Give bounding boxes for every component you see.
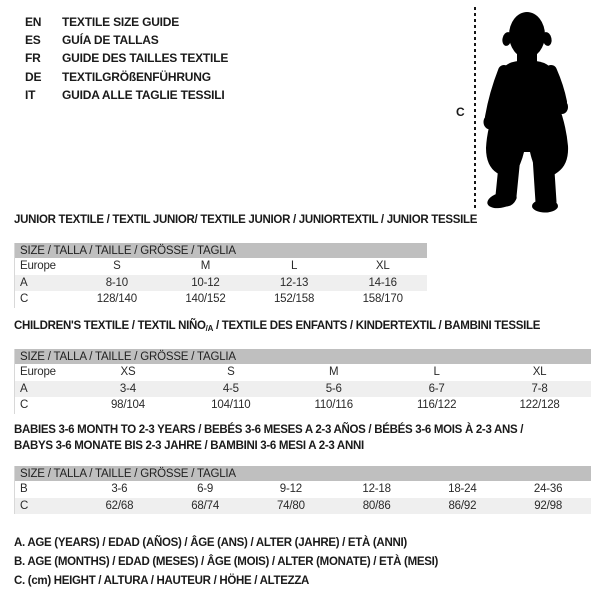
cell: 98/104 — [110, 399, 145, 412]
height-measure-dashed-line — [474, 7, 476, 209]
cell: S — [113, 260, 121, 273]
cell: 86/92 — [448, 499, 477, 512]
row-label: C — [20, 293, 29, 306]
cell: 62/68 — [105, 499, 134, 512]
cell: 80/86 — [362, 499, 391, 512]
table-row-b — [15, 481, 592, 498]
cell: 18-24 — [448, 483, 477, 496]
cell: 110/116 — [314, 399, 353, 412]
cell: 9-12 — [279, 483, 302, 496]
row-label: A — [20, 276, 28, 289]
cell: 6-7 — [428, 382, 445, 395]
table-row-c — [15, 397, 592, 414]
lang-code: DE — [25, 69, 42, 84]
size-header-row — [15, 349, 592, 364]
cell: 12-18 — [362, 483, 391, 496]
cell: 68/74 — [191, 499, 220, 512]
cell: 92/98 — [534, 499, 563, 512]
babies-title-line1: BABIES 3-6 MONTH TO 2-3 YEARS / BEBÉS 3-6 MESES A 2-3 AÑOS / BÉBÉS 3-6 MOIS À 2-3 ANS / — [14, 424, 524, 436]
lang-row-de — [25, 68, 228, 86]
size-header-row — [15, 466, 592, 481]
cell: XS — [120, 366, 136, 379]
babies-size-table — [14, 466, 591, 514]
cell: XL — [532, 366, 547, 379]
cell: 158/170 — [362, 293, 403, 306]
cell: 14-16 — [368, 276, 397, 289]
lang-label: GUÍA DE TALLAS — [62, 33, 159, 48]
baby-silhouette-icon — [478, 6, 578, 214]
lang-row-es — [25, 31, 228, 49]
cell: 6-9 — [197, 483, 214, 496]
cell: 3-4 — [119, 382, 136, 395]
lang-code: FR — [25, 51, 41, 66]
legend-line-b: B. AGE (MONTHS) / EDAD (MESES) / ÂGE (MOIS) / ALTER (MONATE) / ETÀ (MESI) — [14, 556, 439, 568]
cell: 7-8 — [531, 382, 548, 395]
size-header-cell: SIZE / TALLA / TAILLE / GRÖSSE / TAGLIA — [15, 466, 592, 481]
cell: M — [200, 260, 211, 273]
size-header-cell: SIZE / TALLA / TAILLE / GRÖSSE / TAGLIA — [15, 243, 428, 258]
lang-label: TEXTILE SIZE GUIDE — [62, 15, 180, 29]
cell: XL — [375, 260, 390, 273]
size-header-cell: SIZE / TALLA / TAILLE / GRÖSSE / TAGLIA — [15, 349, 592, 364]
children-size-table — [14, 349, 591, 414]
cell: 24-36 — [533, 483, 563, 496]
cell: 10-12 — [191, 276, 220, 289]
row-label: A — [20, 382, 28, 395]
table-row-c — [15, 291, 428, 308]
cell: 104/110 — [211, 399, 251, 412]
row-label: C — [20, 399, 29, 412]
lang-label: TEXTILGRÖßENFÜHRUNG — [62, 69, 211, 84]
table-row-europe — [15, 364, 592, 381]
lang-code: IT — [25, 87, 36, 102]
cell: S — [227, 366, 235, 379]
children-section-title — [14, 320, 540, 333]
height-measure-label: C — [456, 105, 465, 119]
table-row-a — [15, 381, 592, 398]
legend — [14, 534, 438, 591]
table-row-europe — [15, 258, 428, 275]
children-title-pre: CHILDREN'S TEXTILE / TEXTIL NIÑO — [14, 320, 206, 332]
lang-code: EN — [25, 15, 42, 29]
lang-row-en — [25, 13, 228, 31]
junior-section-title: JUNIOR TEXTILE / TEXTIL JUNIOR/ TEXTILE JUNIOR / JUNIORTEXTIL / JUNIOR TESSILE — [14, 214, 478, 226]
legend-line-a: A. AGE (YEARS) / EDAD (AÑOS) / ÂGE (ANS) / ALTER (JAHRE) / ETÀ (ANNI) — [14, 537, 407, 549]
cell: L — [290, 260, 298, 273]
cell: 152/158 — [273, 293, 315, 306]
lang-label: GUIDA ALLE TAGLIE TESSILI — [62, 87, 225, 102]
lang-code: ES — [25, 33, 41, 48]
lang-label: GUIDE DES TAILLES TEXTILE — [62, 51, 229, 66]
lang-row-it — [25, 86, 228, 104]
babies-title-line2: BABYS 3-6 MONATE BIS 2-3 JAHRE / BAMBINI 3-6 MESI A 2-3 ANNI — [14, 439, 364, 452]
junior-size-table — [14, 243, 427, 308]
cell: 140/152 — [185, 293, 226, 306]
cell: 8-10 — [105, 276, 128, 289]
babies-section-title — [14, 423, 523, 454]
lang-row-fr — [25, 49, 228, 67]
language-list — [25, 13, 228, 104]
cell: 116/122 — [416, 399, 457, 412]
cell: 5-6 — [325, 382, 342, 395]
children-title-post: / TEXTILE DES ENFANTS / KINDERTEXTIL / BAMBINI TESSILE — [213, 320, 541, 332]
table-row-c — [15, 498, 592, 515]
children-title-sub: /A — [205, 324, 214, 333]
legend-line-c: C. (cm) HEIGHT / ALTURA / HAUTEUR / HÖHE / ALTEZZA — [14, 575, 310, 587]
cell: 128/140 — [96, 293, 137, 306]
row-label: Europe — [20, 260, 56, 273]
cell: 74/80 — [276, 499, 305, 512]
cell: 12-13 — [279, 276, 309, 289]
size-header-row — [15, 243, 428, 258]
cell: 3-6 — [111, 483, 128, 496]
row-label: Europe — [20, 366, 56, 379]
table-row-a — [15, 275, 428, 292]
cell: M — [329, 366, 339, 379]
cell: 4-5 — [222, 382, 239, 395]
row-label: B — [20, 483, 28, 496]
row-label: C — [20, 499, 29, 512]
cell: 122/128 — [519, 399, 560, 412]
cell: L — [433, 366, 440, 379]
